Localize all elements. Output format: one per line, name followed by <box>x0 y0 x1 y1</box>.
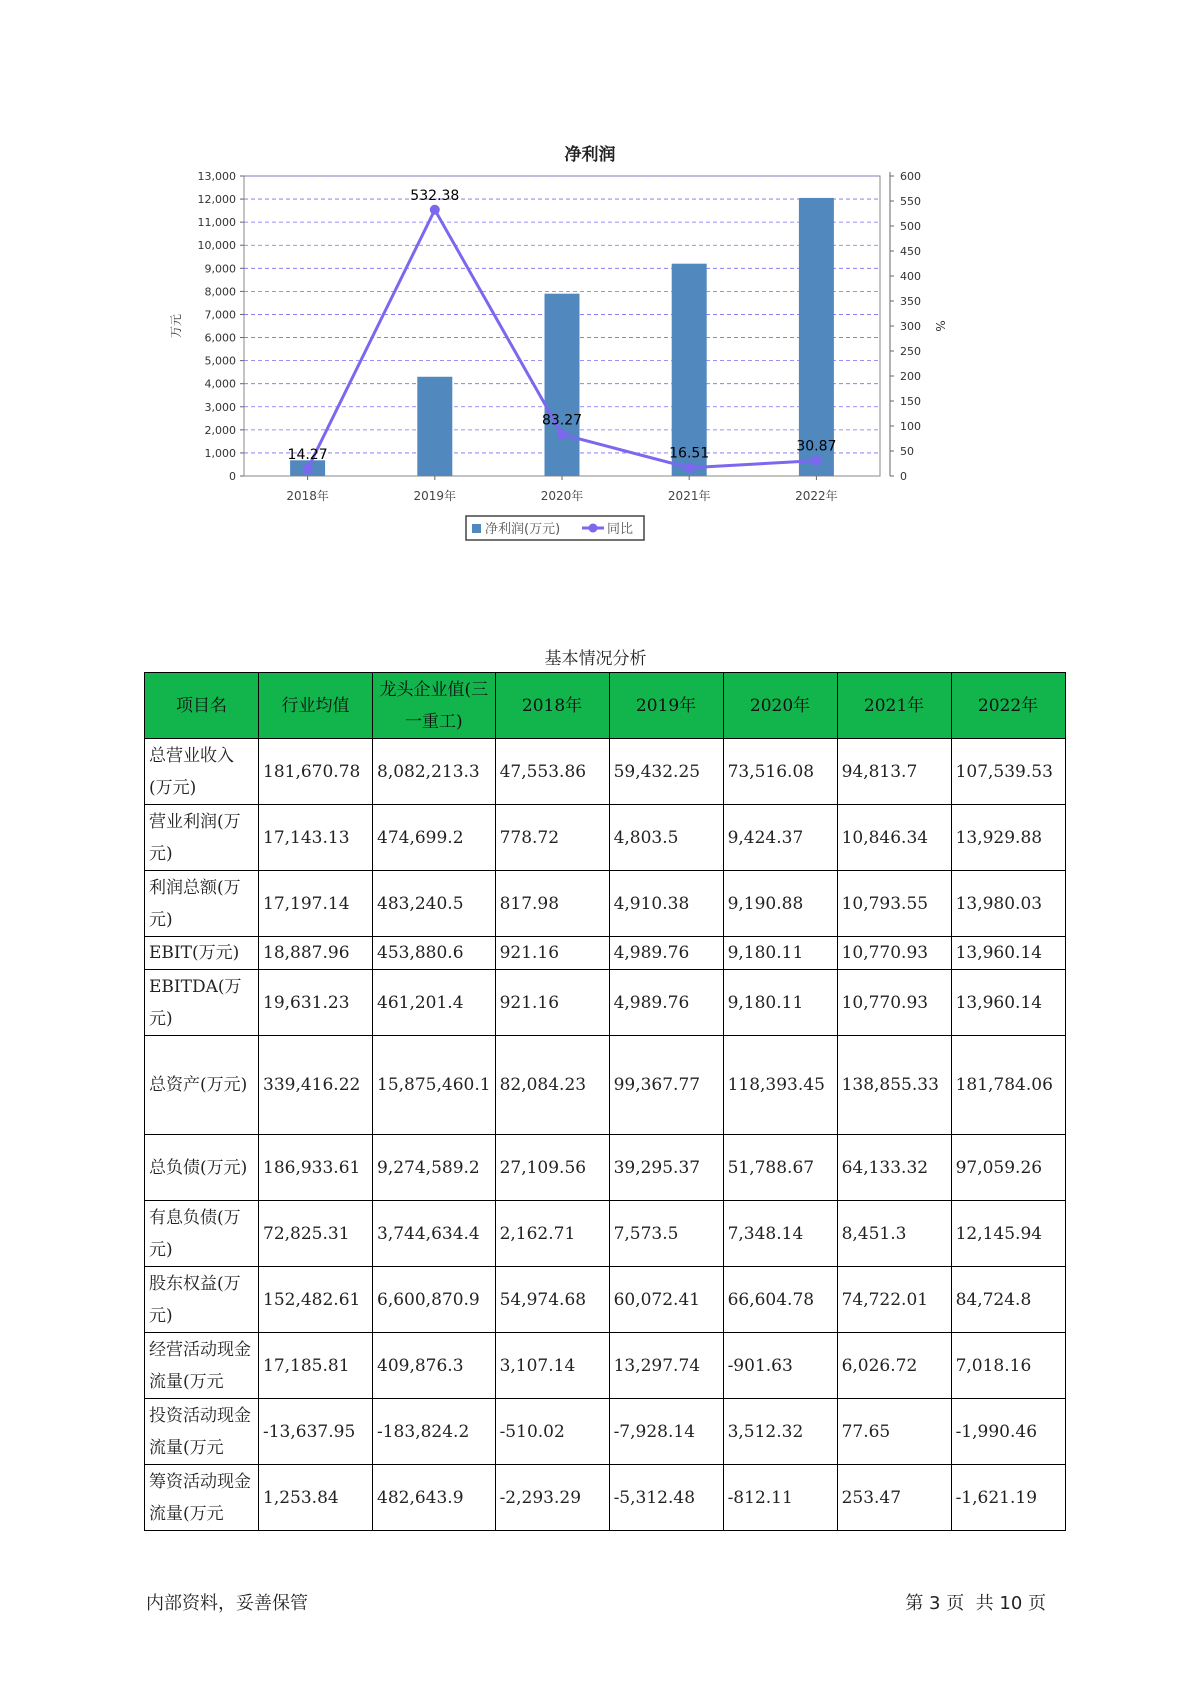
table-row <box>145 1267 1066 1333</box>
header-cell: 2020年 <box>723 673 837 739</box>
value-cell: 18,887.96 <box>259 937 373 970</box>
value-cell: -510.02 <box>495 1399 609 1465</box>
value-cell: -5,312.48 <box>609 1465 723 1531</box>
y2-tick-label: 550 <box>900 195 921 208</box>
value-cell: 82,084.23 <box>495 1036 609 1135</box>
value-cell: 17,185.81 <box>259 1333 373 1399</box>
table-row <box>145 739 1066 805</box>
y-tick-label: 9,000 <box>204 262 236 276</box>
value-cell: 10,770.93 <box>837 937 951 970</box>
value-cell: 77.65 <box>837 1399 951 1465</box>
value-cell: 181,670.78 <box>259 739 373 805</box>
header-cell: 2022年 <box>951 673 1065 739</box>
footer-confidential: 内部资料，妥善保管 <box>146 1593 308 1614</box>
value-cell: 15,875,460.1 <box>373 1036 496 1135</box>
yoy-point <box>303 464 313 474</box>
basic-analysis-table <box>144 672 1066 1531</box>
bar <box>672 264 707 476</box>
net-profit-chart <box>150 140 1030 600</box>
y2-tick-label: 400 <box>900 270 921 283</box>
value-cell: 453,880.6 <box>373 937 496 970</box>
value-cell: 74,722.01 <box>837 1267 951 1333</box>
y-tick-label: 1,000 <box>204 446 236 460</box>
table-row <box>145 1135 1066 1201</box>
table-header-row <box>145 673 1066 739</box>
table-row <box>145 937 1066 970</box>
y-tick-label: 5,000 <box>204 354 236 368</box>
value-cell: 921.16 <box>495 970 609 1036</box>
table-row <box>145 1036 1066 1135</box>
row-label-cell: 筹资活动现金流量(万元 <box>145 1465 259 1531</box>
value-cell: 9,274,589.2 <box>373 1135 496 1201</box>
value-cell: 181,784.06 <box>951 1036 1065 1135</box>
value-cell: 84,724.8 <box>951 1267 1065 1333</box>
value-cell: -2,293.29 <box>495 1465 609 1531</box>
y2-tick-label: 500 <box>900 220 921 233</box>
value-cell: -1,990.46 <box>951 1399 1065 1465</box>
value-cell: 64,133.32 <box>837 1135 951 1201</box>
value-cell: 27,109.56 <box>495 1135 609 1201</box>
row-label-cell: 利润总额(万元) <box>145 871 259 937</box>
value-cell: 97,059.26 <box>951 1135 1065 1201</box>
value-cell: 138,855.33 <box>837 1036 951 1135</box>
bar <box>799 198 834 476</box>
y-tick-label: 7,000 <box>204 308 236 322</box>
y-tick-label: 12,000 <box>197 193 236 207</box>
y-tick-label: 3,000 <box>204 400 236 414</box>
value-cell: 921.16 <box>495 937 609 970</box>
yoy-point <box>811 456 821 466</box>
value-cell: 2,162.71 <box>495 1201 609 1267</box>
value-cell: 4,803.5 <box>609 805 723 871</box>
value-cell: -901.63 <box>723 1333 837 1399</box>
y-tick-label: 11,000 <box>197 216 236 230</box>
table-row <box>145 1465 1066 1531</box>
header-cell: 2019年 <box>609 673 723 739</box>
value-cell: 10,793.55 <box>837 871 951 937</box>
chart-svg <box>150 140 1030 600</box>
legend-line-label: 同比 <box>607 522 634 537</box>
value-cell: 8,082,213.3 <box>373 739 496 805</box>
value-cell: 9,180.11 <box>723 970 837 1036</box>
header-cell: 2021年 <box>837 673 951 739</box>
value-cell: 12,145.94 <box>951 1201 1065 1267</box>
row-label-cell: 股东权益(万元) <box>145 1267 259 1333</box>
y2-tick-label: 200 <box>900 370 921 383</box>
header-cell: 龙头企业值(三一重工) <box>373 673 496 739</box>
value-cell: 474,699.2 <box>373 805 496 871</box>
value-cell: 39,295.37 <box>609 1135 723 1201</box>
value-cell: 461,201.4 <box>373 970 496 1036</box>
value-cell: 3,107.14 <box>495 1333 609 1399</box>
table-row <box>145 871 1066 937</box>
table-row <box>145 1333 1066 1399</box>
value-cell: 9,424.37 <box>723 805 837 871</box>
value-cell: 9,180.11 <box>723 937 837 970</box>
table-row <box>145 1201 1066 1267</box>
value-cell: 6,026.72 <box>837 1333 951 1399</box>
y-tick-label: 0 <box>229 470 236 483</box>
y2-tick-label: 0 <box>900 470 907 483</box>
value-cell: 152,482.61 <box>259 1267 373 1333</box>
header-cell: 行业均值 <box>259 673 373 739</box>
value-cell: 9,190.88 <box>723 871 837 937</box>
value-cell: 73,516.08 <box>723 739 837 805</box>
value-cell: 10,846.34 <box>837 805 951 871</box>
y-tick-label: 13,000 <box>197 170 236 183</box>
value-cell: 19,631.23 <box>259 970 373 1036</box>
value-cell: -7,928.14 <box>609 1399 723 1465</box>
y-tick-label: 2,000 <box>204 423 236 437</box>
value-cell: 17,143.13 <box>259 805 373 871</box>
value-cell: 482,643.9 <box>373 1465 496 1531</box>
row-label-cell: 经营活动现金流量(万元 <box>145 1333 259 1399</box>
header-cell: 项目名 <box>145 673 259 739</box>
yoy-point <box>430 205 440 215</box>
legend-bar-swatch <box>472 524 481 533</box>
x-tick-label: 2019年 <box>413 489 457 503</box>
row-label-cell: 总负债(万元) <box>145 1135 259 1201</box>
value-cell: 17,197.14 <box>259 871 373 937</box>
value-cell: 7,348.14 <box>723 1201 837 1267</box>
y2-tick-label: 350 <box>900 295 921 308</box>
value-cell: 13,929.88 <box>951 805 1065 871</box>
table-row <box>145 805 1066 871</box>
y2-tick-label: 150 <box>900 395 921 408</box>
value-cell: 3,512.32 <box>723 1399 837 1465</box>
y-tick-label: 6,000 <box>204 331 236 345</box>
value-cell: 186,933.61 <box>259 1135 373 1201</box>
x-tick-label: 2020年 <box>540 489 584 503</box>
value-cell: 339,416.22 <box>259 1036 373 1135</box>
y2-axis-label: % <box>933 320 947 332</box>
row-label-cell: EBITDA(万元) <box>145 970 259 1036</box>
value-cell: 99,367.77 <box>609 1036 723 1135</box>
value-cell: 6,600,870.9 <box>373 1267 496 1333</box>
value-cell: 72,825.31 <box>259 1201 373 1267</box>
value-cell: 118,393.45 <box>723 1036 837 1135</box>
row-label-cell: EBIT(万元) <box>145 937 259 970</box>
yoy-point <box>557 429 567 439</box>
y2-tick-label: 600 <box>900 170 921 183</box>
value-cell: 4,989.76 <box>609 937 723 970</box>
value-cell: 4,910.38 <box>609 871 723 937</box>
value-cell: 13,960.14 <box>951 970 1065 1036</box>
row-label-cell: 总资产(万元) <box>145 1036 259 1135</box>
header-cell: 2018年 <box>495 673 609 739</box>
y-tick-label: 4,000 <box>204 377 236 391</box>
legend-bar-label: 净利润(万元) <box>485 522 561 537</box>
bar <box>417 377 452 476</box>
value-cell: 778.72 <box>495 805 609 871</box>
y2-tick-label: 100 <box>900 420 921 433</box>
value-cell: 7,573.5 <box>609 1201 723 1267</box>
x-tick-label: 2018年 <box>286 489 329 503</box>
bar <box>545 294 580 476</box>
value-cell: 817.98 <box>495 871 609 937</box>
value-cell: 66,604.78 <box>723 1267 837 1333</box>
value-cell: 59,432.25 <box>609 739 723 805</box>
y2-tick-label: 50 <box>900 445 914 458</box>
value-cell: -183,824.2 <box>373 1399 496 1465</box>
row-label-cell: 有息负债(万元) <box>145 1201 259 1267</box>
value-cell: 409,876.3 <box>373 1333 496 1399</box>
yoy-data-label: 14.27 <box>287 446 328 463</box>
y-tick-label: 10,000 <box>197 239 236 253</box>
y2-tick-label: 300 <box>900 320 921 333</box>
value-cell: 51,788.67 <box>723 1135 837 1201</box>
value-cell: 94,813.7 <box>837 739 951 805</box>
yoy-data-label: 532.38 <box>410 187 460 204</box>
table-row <box>145 970 1066 1036</box>
value-cell: 4,989.76 <box>609 970 723 1036</box>
yoy-point <box>684 463 694 473</box>
value-cell: -13,637.95 <box>259 1399 373 1465</box>
table-caption: 基本情况分析 <box>544 649 647 669</box>
y-tick-label: 8,000 <box>204 285 236 299</box>
value-cell: 253.47 <box>837 1465 951 1531</box>
value-cell: 1,253.84 <box>259 1465 373 1531</box>
value-cell: 47,553.86 <box>495 739 609 805</box>
value-cell: 10,770.93 <box>837 970 951 1036</box>
value-cell: 7,018.16 <box>951 1333 1065 1399</box>
row-label-cell: 总营业收入(万元) <box>145 739 259 805</box>
yoy-data-label: 83.27 <box>541 412 583 429</box>
yoy-data-label: 16.51 <box>669 445 710 462</box>
value-cell: 13,297.74 <box>609 1333 723 1399</box>
value-cell: 483,240.5 <box>373 871 496 937</box>
chart-title: 净利润 <box>564 145 616 165</box>
yoy-data-label: 30.87 <box>796 438 837 455</box>
value-cell: 13,980.03 <box>951 871 1065 937</box>
value-cell: 3,744,634.4 <box>373 1201 496 1267</box>
table-row <box>145 1399 1066 1465</box>
value-cell: 60,072.41 <box>609 1267 723 1333</box>
legend-line-marker <box>589 524 598 533</box>
value-cell: 8,451.3 <box>837 1201 951 1267</box>
x-tick-label: 2021年 <box>667 489 711 503</box>
footer-page-number: 第 3 页 共 10 页 <box>905 1593 1046 1614</box>
value-cell: 54,974.68 <box>495 1267 609 1333</box>
y2-tick-label: 450 <box>900 245 921 258</box>
y-axis-label: 万元 <box>169 313 183 339</box>
value-cell: -812.11 <box>723 1465 837 1531</box>
value-cell: 107,539.53 <box>951 739 1065 805</box>
value-cell: -1,621.19 <box>951 1465 1065 1531</box>
value-cell: 13,960.14 <box>951 937 1065 970</box>
row-label-cell: 营业利润(万元) <box>145 805 259 871</box>
row-label-cell: 投资活动现金流量(万元 <box>145 1399 259 1465</box>
x-tick-label: 2022年 <box>795 489 838 503</box>
y2-tick-label: 250 <box>900 345 921 358</box>
